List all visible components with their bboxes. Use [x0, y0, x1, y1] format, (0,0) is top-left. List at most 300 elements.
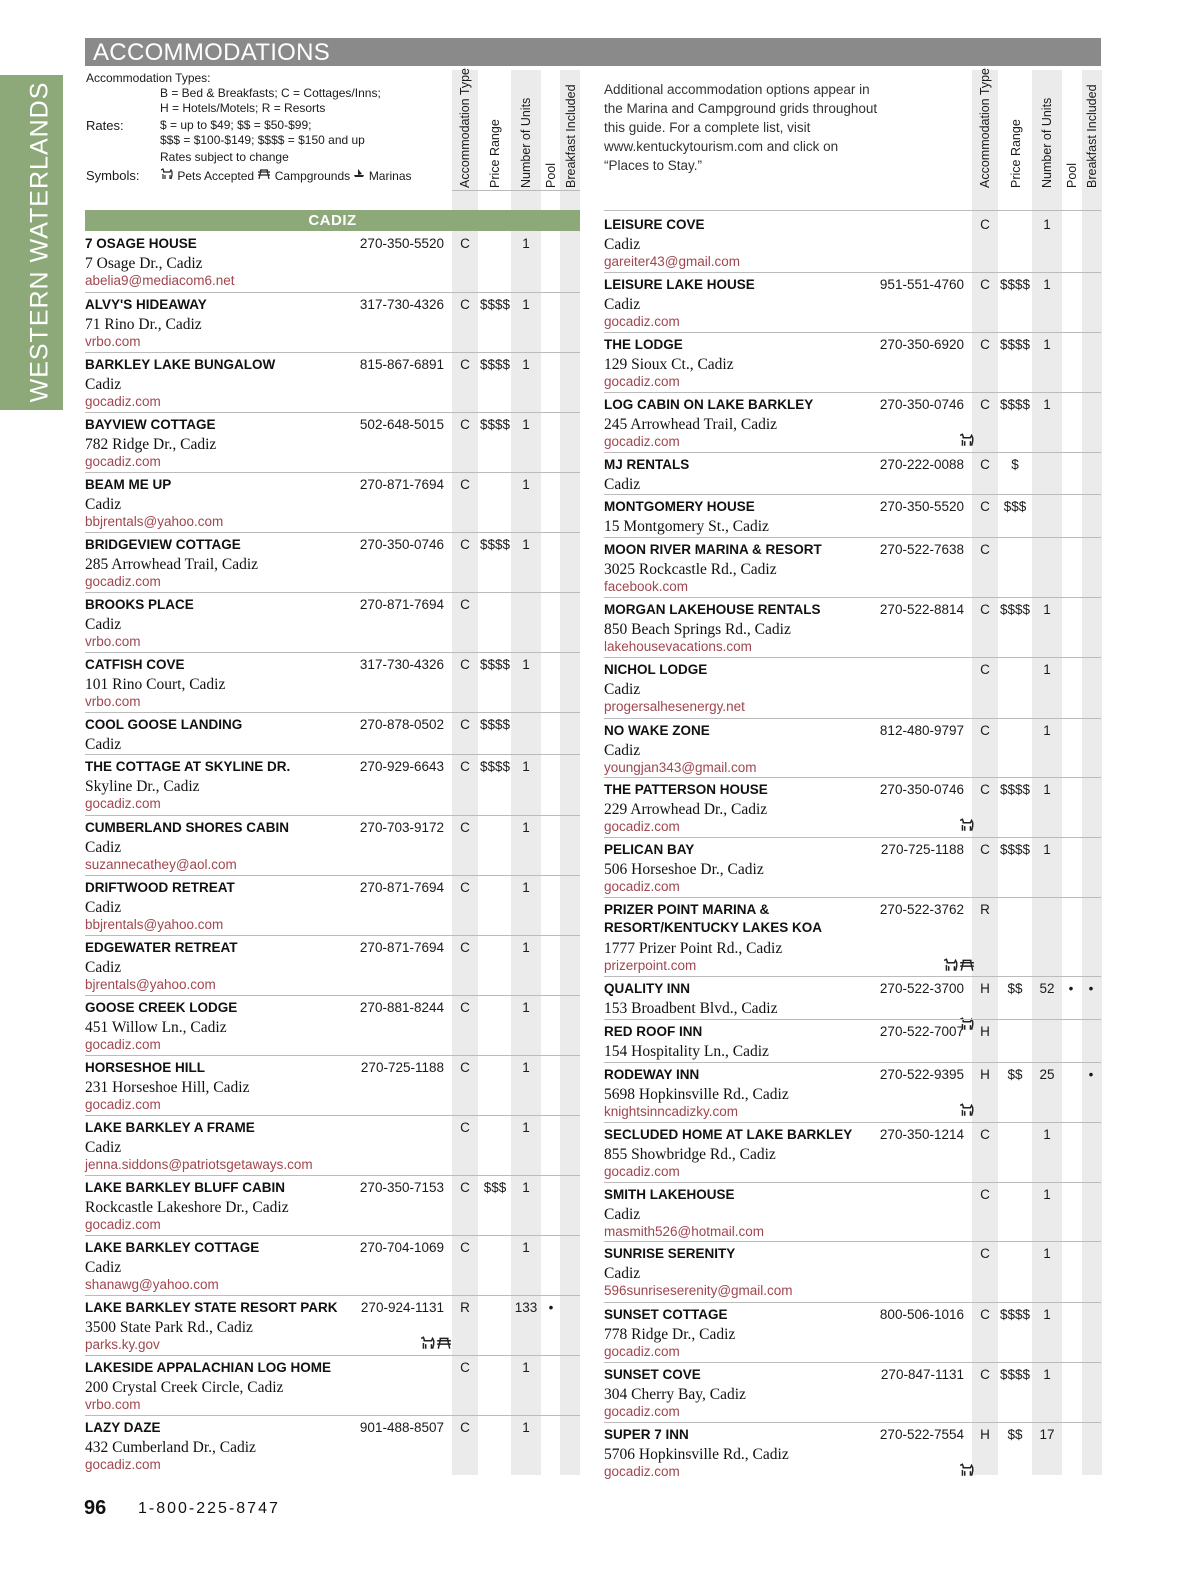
listing-website[interactable]: gareiter43@gmail.com — [604, 254, 741, 269]
row-divider — [604, 1241, 1101, 1242]
listing-type: C — [460, 236, 470, 251]
row-divider — [85, 652, 580, 653]
listing-website[interactable]: gocadiz.com — [85, 394, 161, 409]
listing-phone: 270-350-1214 — [879, 1127, 964, 1142]
listing-type: C — [980, 723, 990, 738]
header-rule-left — [452, 190, 580, 191]
listing-type: C — [460, 297, 470, 312]
listing-phone: 270-350-0746 — [879, 397, 964, 412]
listing-units: 1 — [1043, 723, 1051, 738]
listing-address: Cadiz — [85, 736, 122, 753]
section-label: WESTERN WATERLANDS — [25, 81, 54, 403]
listing-phone: 270-350-7153 — [359, 1180, 444, 1195]
listing-phone: 270-929-6643 — [359, 759, 444, 774]
listing-name: RODEWAY INN — [604, 1067, 700, 1082]
listing-address: Cadiz — [604, 742, 641, 759]
col-header-units: Number of Units — [519, 97, 533, 188]
listing-website[interactable]: gocadiz.com — [604, 1164, 680, 1179]
listing-name: SECLUDED HOME AT LAKE BARKLEY — [604, 1127, 853, 1142]
listing-name: NICHOL LODGE — [604, 662, 708, 677]
listing-type: C — [980, 542, 990, 557]
listing-price: $$ — [1007, 981, 1023, 996]
listing-website[interactable]: gocadiz.com — [85, 574, 161, 589]
listing-name: NO WAKE ZONE — [604, 723, 710, 738]
listing-website[interactable]: knightsinncadizky.com — [604, 1104, 739, 1119]
listing-website[interactable]: gocadiz.com — [604, 1464, 680, 1479]
campground-icon — [436, 1337, 452, 1354]
listing-type: C — [460, 537, 470, 552]
listing-type: C — [460, 1120, 470, 1135]
listing-address: Cadiz — [85, 376, 122, 393]
listing-type: C — [980, 842, 990, 857]
listing-name: PRIZER POINT MARINA & — [604, 902, 770, 917]
listing-name: LAKE BARKLEY STATE RESORT PARK — [85, 1300, 338, 1315]
listing-type: C — [460, 477, 470, 492]
campground-icon — [257, 169, 274, 183]
listing-units: 1 — [1043, 602, 1051, 617]
listing-phone: 270-522-9395 — [879, 1067, 964, 1082]
listing-price: $$$$ — [999, 782, 1031, 797]
listing-type: C — [460, 1000, 470, 1015]
row-divider — [85, 1115, 580, 1116]
listing-name: GOOSE CREEK LODGE — [85, 1000, 238, 1015]
listing-website[interactable]: gocadiz.com — [604, 374, 680, 389]
listing-phone: 270-871-7694 — [359, 597, 444, 612]
row-divider — [604, 1362, 1101, 1363]
listing-phone: 270-924-1131 — [360, 1300, 444, 1315]
listing-website[interactable]: bbjrentals@yahoo.com — [85, 917, 224, 932]
listing-address: Cadiz — [604, 681, 641, 698]
listing-address: 5698 Hopkinsville Rd., Cadiz — [604, 1086, 789, 1103]
listing-address: Skyline Dr., Cadiz — [85, 778, 200, 795]
row-divider — [604, 976, 1101, 977]
listing-breakfast: • — [1088, 1067, 1094, 1082]
listing-website[interactable]: shanawg@yahoo.com — [85, 1277, 219, 1292]
listing-name: QUALITY INN — [604, 981, 691, 996]
listing-name: MOON RIVER MARINA & RESORT — [604, 542, 822, 557]
row-divider — [85, 1055, 580, 1056]
listing-type: H — [980, 1067, 990, 1082]
listing-phone: 270-522-3700 — [879, 981, 964, 996]
listing-website[interactable]: gocadiz.com — [85, 1037, 161, 1052]
listing-price: $$$$ — [999, 1367, 1031, 1382]
listing-address: Cadiz — [85, 1139, 122, 1156]
listing-address: 1777 Prizer Point Rd., Cadiz — [604, 940, 783, 957]
listing-website[interactable]: lakehousevacations.com — [604, 639, 752, 654]
listing-website[interactable]: parks.ky.gov — [85, 1337, 160, 1352]
row-divider — [604, 657, 1101, 658]
listing-name: THE COTTAGE AT SKYLINE DR. — [85, 759, 291, 774]
listing-address: 15 Montgomery St., Cadiz — [604, 518, 769, 535]
listing-type: C — [980, 1246, 990, 1261]
listing-phone: 270-703-9172 — [359, 820, 444, 835]
listing-address: 855 Showbridge Rd., Cadiz — [604, 1146, 776, 1163]
listing-type: C — [980, 397, 990, 412]
listing-website[interactable]: 596sunriseserenity@gmail.com — [604, 1283, 793, 1298]
city-name: CADIZ — [308, 212, 357, 229]
listing-phone: 270-871-7694 — [359, 477, 444, 492]
listing-website[interactable]: abelia9@mediacom6.net — [85, 273, 235, 288]
listing-units: 17 — [1039, 1427, 1055, 1442]
listing-units: 1 — [1043, 1187, 1051, 1202]
listing-name: LAKESIDE APPALACHIAN LOG HOME — [85, 1360, 332, 1375]
listing-type: C — [980, 217, 990, 232]
listing-name: BEAM ME UP — [85, 477, 172, 492]
listing-address: 129 Sioux Ct., Cadiz — [604, 356, 734, 373]
listing-type: C — [460, 417, 470, 432]
listing-units: 1 — [1043, 277, 1051, 292]
listing-name: MONTGOMERY HOUSE — [604, 499, 755, 514]
listing-website[interactable]: gocadiz.com — [85, 1217, 161, 1232]
listing-units: 1 — [1043, 1127, 1051, 1142]
listing-units: 1 — [522, 1360, 530, 1375]
listing-price: $$$$ — [479, 417, 511, 432]
listing-name: 7 OSAGE HOUSE — [85, 236, 197, 251]
listing-units: 1 — [522, 236, 530, 251]
pet-icon — [959, 819, 975, 836]
listing-symbols — [915, 1463, 975, 1481]
listing-units: 1 — [522, 1060, 530, 1075]
row-divider — [604, 392, 1101, 393]
listing-price: $$$$ — [999, 337, 1031, 352]
listing-name: LOG CABIN ON LAKE BARKLEY — [604, 397, 814, 412]
listing-website[interactable]: gocadiz.com — [604, 879, 680, 894]
listing-phone: 270-878-0502 — [359, 717, 444, 732]
listing-price: $$$$ — [999, 397, 1031, 412]
listing-website[interactable]: gocadiz.com — [85, 1097, 161, 1112]
listing-address: 5706 Hopkinsville Rd., Cadiz — [604, 1446, 789, 1463]
listing-address: 154 Hospitality Ln., Cadiz — [604, 1043, 769, 1060]
listing-price: $$$$ — [479, 357, 511, 372]
listing-price: $$$$ — [999, 602, 1031, 617]
page-title: ACCOMMODATIONS — [93, 39, 331, 66]
listing-units: 133 — [514, 1300, 538, 1315]
row-divider — [604, 897, 1101, 898]
listing-type: C — [980, 277, 990, 292]
listing-type: C — [980, 457, 990, 472]
listing-type: C — [980, 782, 990, 797]
listing-address: 231 Horseshoe Hill, Cadiz — [85, 1079, 250, 1096]
listing-price: $$$$ — [479, 537, 511, 552]
listing-name: DRIFTWOOD RETREAT — [85, 880, 235, 895]
listing-name: LEISURE COVE — [604, 217, 705, 232]
listing-units: 1 — [522, 1180, 530, 1195]
listing-units: 1 — [522, 940, 530, 955]
listing-type: C — [980, 662, 990, 677]
listing-address: Rockcastle Lakeshore Dr., Cadiz — [85, 1199, 289, 1216]
listing-name: ALVY'S HIDEAWAY — [85, 297, 207, 312]
row-divider — [604, 272, 1101, 273]
legend-types-line2: H = Hotels/Motels; R = Resorts — [160, 101, 326, 115]
row-divider — [85, 412, 580, 413]
listing-name: PELICAN BAY — [604, 842, 695, 857]
listing-address: Cadiz — [604, 296, 641, 313]
row-divider — [604, 1422, 1101, 1423]
marina-icon — [353, 169, 368, 183]
listing-name: SUPER 7 INN — [604, 1427, 689, 1442]
listing-units: 1 — [522, 357, 530, 372]
row-divider — [604, 837, 1101, 838]
listing-website[interactable]: gocadiz.com — [85, 454, 161, 469]
col-header-breakfast: Breakfast Included — [564, 84, 578, 188]
row-divider — [85, 935, 580, 936]
listing-price: $$ — [1007, 1067, 1023, 1082]
listing-phone: 901-488-8507 — [359, 1420, 444, 1435]
listing-type: C — [460, 759, 470, 774]
listing-pool: • — [1068, 981, 1074, 996]
listing-units: 1 — [522, 297, 530, 312]
col-header-price-right: Price Range — [1009, 119, 1023, 188]
listing-website[interactable]: masmith526@hotmail.com — [604, 1224, 765, 1239]
row-divider — [604, 1302, 1101, 1303]
listing-name: SMITH LAKEHOUSE — [604, 1187, 735, 1202]
listing-phone: 800-506-1016 — [879, 1307, 964, 1322]
listing-phone: 270-522-8814 — [879, 602, 964, 617]
listing-type: C — [460, 1360, 470, 1375]
pet-icon — [943, 959, 959, 976]
listing-name: EDGEWATER RETREAT — [85, 940, 238, 955]
listing-website[interactable]: gocadiz.com — [604, 1344, 680, 1359]
listing-website[interactable]: bjrentals@yahoo.com — [85, 977, 216, 992]
listing-phone: 270-522-7554 — [879, 1427, 964, 1442]
legend-pets-label: Pets Accepted — [177, 169, 255, 183]
listing-pool: • — [548, 1300, 554, 1315]
listing-name: MJ RENTALS — [604, 457, 690, 472]
row-divider — [85, 995, 580, 996]
listing-type: H — [980, 1024, 990, 1039]
listing-website[interactable]: gocadiz.com — [604, 819, 680, 834]
legend-rates-label: Rates: — [86, 118, 124, 133]
listing-address: 229 Arrowhead Dr., Cadiz — [604, 801, 768, 818]
legend-camp-label: Campgrounds — [274, 169, 351, 183]
listing-price: $$$ — [1003, 499, 1027, 514]
listing-website[interactable]: vrbo.com — [85, 694, 141, 709]
col-header-pool: Pool — [544, 162, 558, 188]
listing-name: BARKLEY LAKE BUNGALOW — [85, 357, 276, 372]
listing-phone: 270-871-7694 — [359, 940, 444, 955]
listing-price: $$$$ — [999, 277, 1031, 292]
listing-address: 200 Crystal Creek Circle, Cadiz — [85, 1379, 284, 1396]
listing-website[interactable]: jenna.siddons@patriotsgetaways.com — [85, 1157, 313, 1172]
listing-price: $$$$ — [479, 717, 511, 732]
col-header-type: Accommodation Type — [458, 68, 472, 188]
listing-units: 1 — [1043, 337, 1051, 352]
listing-units: 1 — [522, 759, 530, 774]
listing-website[interactable]: gocadiz.com — [604, 1404, 680, 1419]
listing-phone: 270-522-7638 — [879, 542, 964, 557]
listing-website[interactable]: vrbo.com — [85, 634, 141, 649]
listing-symbols — [392, 1336, 452, 1354]
col-header-price: Price Range — [488, 119, 502, 188]
listing-phone: 317-730-4326 — [359, 657, 444, 672]
listing-phone: 270-704-1069 — [359, 1240, 444, 1255]
listing-phone: 270-881-8244 — [359, 1000, 444, 1015]
listing-address: 782 Ridge Dr., Cadiz — [85, 436, 217, 453]
listing-units: 1 — [1043, 1307, 1051, 1322]
listing-website[interactable]: gocadiz.com — [604, 314, 680, 329]
listing-address: 778 Ridge Dr., Cadiz — [604, 1326, 736, 1343]
legend-symbols — [160, 168, 412, 184]
listing-type: C — [980, 602, 990, 617]
listing-name: THE PATTERSON HOUSE — [604, 782, 768, 797]
listing-address: 7 Osage Dr., Cadiz — [85, 255, 203, 272]
listing-name-line2: RESORT/KENTUCKY LAKES KOA — [604, 920, 823, 935]
page-number: 96 — [84, 1497, 107, 1519]
listing-address: 3025 Rockcastle Rd., Cadiz — [604, 561, 777, 578]
listing-units: 1 — [522, 820, 530, 835]
listing-phone: 951-551-4760 — [879, 277, 964, 292]
listing-address: Cadiz — [604, 476, 641, 493]
listing-name: LEISURE LAKE HOUSE — [604, 277, 755, 292]
listing-price: $$$$ — [479, 759, 511, 774]
listing-units: 1 — [522, 417, 530, 432]
listing-type: C — [980, 337, 990, 352]
listing-price: $$$$ — [479, 297, 511, 312]
row-divider — [85, 754, 580, 755]
listing-address: 506 Horseshoe Dr., Cadiz — [604, 861, 764, 878]
listing-name: CATFISH COVE — [85, 657, 185, 672]
listing-address: 304 Cherry Bay, Cadiz — [604, 1386, 746, 1403]
listing-phone: 270-522-3762 — [879, 902, 964, 917]
listing-address: Cadiz — [85, 616, 122, 633]
listing-symbols — [915, 1103, 975, 1121]
listing-units: 52 — [1039, 981, 1055, 996]
col-shade-bk-left — [560, 70, 580, 1475]
listing-type: C — [980, 1307, 990, 1322]
row-divider — [85, 1355, 580, 1356]
listing-symbols — [915, 433, 975, 451]
listing-units: 1 — [522, 1000, 530, 1015]
listing-address: Cadiz — [85, 839, 122, 856]
listing-address: Cadiz — [604, 1265, 641, 1282]
listing-price: $$$ — [483, 1180, 507, 1195]
listing-website[interactable]: gocadiz.com — [85, 1457, 161, 1472]
listing-website[interactable]: gocadiz.com — [85, 796, 161, 811]
listing-units: 1 — [1043, 1367, 1051, 1382]
title-bar — [85, 38, 1101, 66]
listing-address: Cadiz — [85, 496, 122, 513]
listing-units: 1 — [1043, 782, 1051, 797]
listing-units: 1 — [522, 537, 530, 552]
listing-name: MORGAN LAKEHOUSE RENTALS — [604, 602, 821, 617]
listing-name: BRIDGEVIEW COTTAGE — [85, 537, 241, 552]
listing-phone: 270-350-0746 — [359, 537, 444, 552]
pet-icon — [420, 1337, 436, 1354]
listing-type: C — [460, 940, 470, 955]
legend-symbols-label: Symbols: — [86, 168, 140, 183]
listing-price: $$$$ — [999, 842, 1031, 857]
listing-type: C — [980, 499, 990, 514]
listing-address: 245 Arrowhead Trail, Cadiz — [604, 416, 778, 433]
listing-type: R — [980, 902, 990, 917]
listing-units: 1 — [522, 1120, 530, 1135]
listing-website[interactable]: facebook.com — [604, 579, 689, 594]
listing-website[interactable]: vrbo.com — [85, 334, 141, 349]
listing-type: H — [980, 1427, 990, 1442]
listing-address: 153 Broadbent Blvd., Cadiz — [604, 1000, 778, 1017]
listing-phone: 270-847-1131 — [880, 1367, 964, 1382]
listing-website[interactable]: bbjrentals@yahoo.com — [85, 514, 224, 529]
listing-type: H — [980, 981, 990, 996]
listing-type: C — [460, 1420, 470, 1435]
listing-phone: 815-867-6891 — [359, 357, 444, 372]
listing-phone: 270-222-0088 — [879, 457, 964, 472]
listing-breakfast: • — [1088, 981, 1094, 996]
campground-icon — [959, 959, 975, 976]
listing-address: Cadiz — [85, 1259, 122, 1276]
listing-website[interactable]: prizerpoint.com — [604, 958, 697, 973]
row-divider — [604, 1182, 1101, 1183]
listing-name: RED ROOF INN — [604, 1024, 703, 1039]
listing-name: COOL GOOSE LANDING — [85, 717, 243, 732]
listing-address: 432 Cumberland Dr., Cadiz — [85, 1439, 256, 1456]
row-divider — [85, 1415, 580, 1416]
listing-type: C — [460, 1060, 470, 1075]
city-header — [85, 210, 580, 231]
listing-units: 25 — [1039, 1067, 1055, 1082]
listing-phone: 502-648-5015 — [359, 417, 444, 432]
listing-phone: 317-730-4326 — [359, 297, 444, 312]
col-shade-bk-right — [1082, 70, 1102, 1475]
row-divider — [85, 532, 580, 533]
row-divider — [85, 1295, 580, 1296]
listing-units: 1 — [522, 1240, 530, 1255]
listing-price: $$ — [1007, 1427, 1023, 1442]
listing-phone: 270-350-6920 — [879, 337, 964, 352]
listing-name: SUNSET COVE — [604, 1367, 701, 1382]
listing-website[interactable]: gocadiz.com — [604, 434, 680, 449]
listing-units: 1 — [522, 477, 530, 492]
listing-address: 101 Rino Court, Cadiz — [85, 676, 226, 693]
pet-icon — [959, 1104, 975, 1121]
row-divider — [604, 1062, 1101, 1063]
listing-type: C — [980, 1367, 990, 1382]
listing-name: HORSESHOE HILL — [85, 1060, 206, 1075]
listing-name: SUNSET COTTAGE — [604, 1307, 728, 1322]
footer-phone: 1-800-225-8747 — [138, 1500, 280, 1517]
row-divider — [604, 1122, 1101, 1123]
listing-type: C — [980, 1127, 990, 1142]
row-divider — [604, 494, 1101, 495]
listing-price: $$$$ — [999, 1307, 1031, 1322]
listing-website[interactable]: progersalhesenergy.net — [604, 699, 745, 714]
listing-units: 1 — [522, 1420, 530, 1435]
row-divider — [604, 452, 1101, 453]
row-divider — [85, 352, 580, 353]
listing-website[interactable]: youngjan343@gmail.com — [604, 760, 757, 775]
row-divider — [85, 292, 580, 293]
listing-type: C — [980, 1187, 990, 1202]
listing-price: $$$$ — [479, 657, 511, 672]
listing-address: Cadiz — [604, 236, 641, 253]
listing-type: R — [460, 1300, 470, 1315]
legend-rates-line1: $ = up to $49; $$ = $50-$99; — [160, 118, 312, 132]
row-divider — [604, 537, 1101, 538]
listing-units: 1 — [522, 657, 530, 672]
listing-units: 1 — [522, 880, 530, 895]
listing-name: SUNRISE SERENITY — [604, 1246, 736, 1261]
listing-phone: 270-725-1188 — [880, 842, 964, 857]
listing-symbols — [915, 958, 975, 976]
row-divider — [604, 718, 1101, 719]
listing-website[interactable]: vrbo.com — [85, 1397, 141, 1412]
listing-name: LAZY DAZE — [85, 1420, 161, 1435]
legend-types-label: Accommodation Types: — [86, 71, 211, 85]
row-divider — [85, 875, 580, 876]
listing-name: LAKE BARKLEY A FRAME — [85, 1120, 255, 1135]
listing-website[interactable]: suzannecathey@aol.com — [85, 857, 237, 872]
listing-address: Cadiz — [85, 899, 122, 916]
